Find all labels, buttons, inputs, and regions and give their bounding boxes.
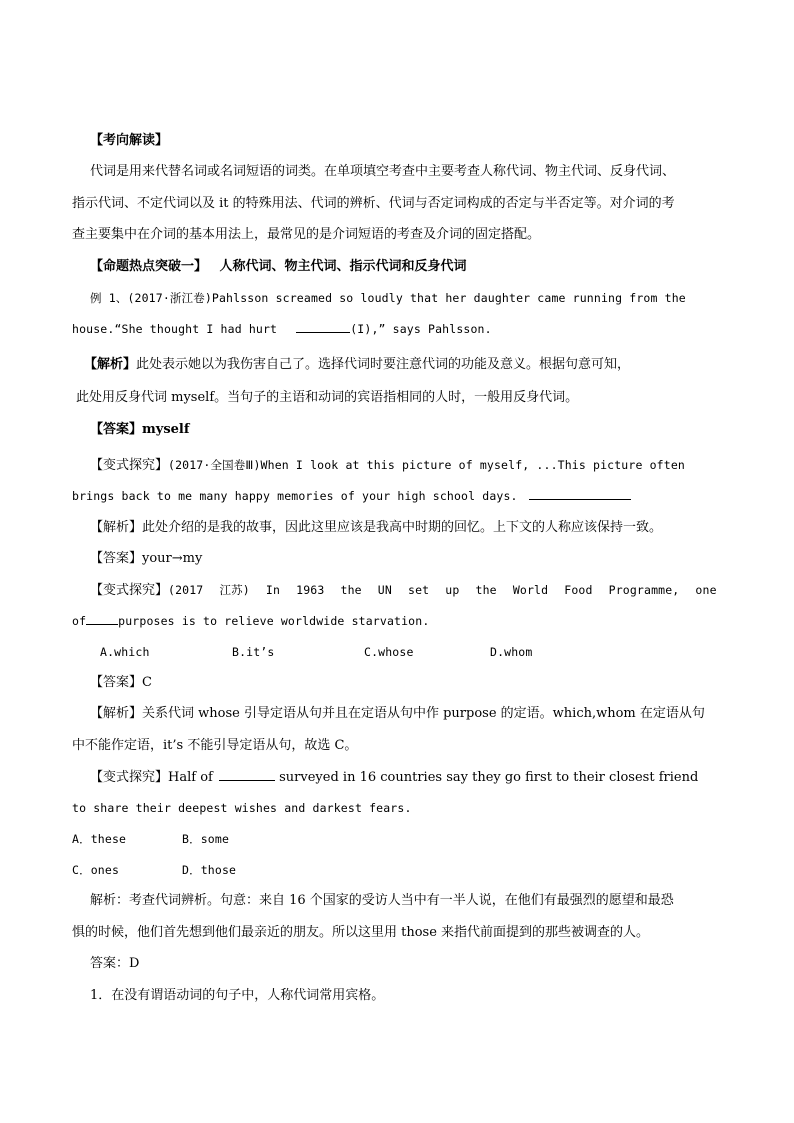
- hot-topic-heading: [90, 259, 467, 275]
- analysis-text: 此处表示她以为我伤害自己了。选择代词时要注意代词的功能及意义。根据句意可知，: [136, 357, 631, 372]
- variant3-analysis-line-1: 解析：考查代词辨析。句意：来自 16 个国家的受访人当中有一半人说，在他们有最强烈的愿望和最恐: [90, 893, 674, 908]
- option-d: D．those: [182, 863, 237, 877]
- option-b: B.it’s: [232, 645, 275, 659]
- answer-blank: [86, 613, 118, 625]
- variant2-options: [100, 644, 532, 660]
- variant3-analysis-line-2: 惧的时候，他们首先想到他们最亲近的朋友。所以这里用 those 来指代前面提到的那些被调查的人。: [72, 925, 650, 940]
- variant3-options-row-1: [72, 831, 229, 847]
- intro-line-2: 指示代词、不定代词以及 it 的特殊用法、代词的辨析、代词与否定词构成的否定与半否定等。对介词的考: [72, 196, 675, 211]
- section-title: 【考向解读】: [90, 133, 169, 148]
- analysis-label: 【解析】: [90, 520, 143, 535]
- hot-topic-label: 【命题热点突破一】: [90, 259, 208, 274]
- variant2-question: (2017 江苏) In 1963 the UN set up the World Food Programme, one: [168, 583, 717, 597]
- intro-line-3: 查主要集中在介词的基本用法上，最常见的是介词短语的考查及介词的固定搭配。: [72, 227, 541, 242]
- variant3-line-1: [90, 769, 698, 786]
- hot-topic-title: 人称代词、物主代词、指示代词和反身代词: [219, 259, 467, 274]
- option-c: C．ones: [72, 863, 120, 877]
- variant3-options-row-2: [72, 862, 236, 878]
- option-d: D.whom: [490, 645, 533, 659]
- variant2-text-a: of: [72, 614, 87, 628]
- option-a: A.which: [100, 645, 150, 659]
- answer-label: 【答案】: [90, 422, 143, 437]
- option-c: C.whose: [364, 645, 414, 659]
- variant1-question: (2017·全国卷Ⅲ)When I look at this picture of myself, ...This picture often: [168, 458, 685, 472]
- variant2-text-b: purposes is to relieve worldwide starvation.: [118, 614, 430, 628]
- variant2-analysis-line-2: 中不能作定语，it’s 不能引导定语从句，故选 C。: [72, 738, 358, 753]
- variant2-line-1: [90, 582, 717, 599]
- variant2-answer: [90, 675, 152, 691]
- answer-label: 【答案】: [90, 675, 143, 690]
- variant2-analysis-line-1: [90, 706, 705, 722]
- option-a: A．these: [72, 832, 127, 846]
- example1-analysis-line-1: [84, 357, 630, 373]
- example1-line-1: 例 1、(2017·浙江卷)Pahlsson screamed so loudly that her daughter came running from the: [90, 291, 686, 305]
- example1-answer: [90, 422, 189, 438]
- variant3-text-b: surveyed in 16 countries say they go first to their closest friend: [279, 770, 699, 785]
- variant3-answer: 答案：D: [90, 956, 140, 971]
- answer-blank: [529, 488, 631, 500]
- variant-label: 【变式探究】: [90, 583, 169, 598]
- option-b: B．some: [182, 832, 230, 846]
- answer-value: C: [142, 675, 152, 690]
- variant1-analysis: [90, 520, 662, 536]
- analysis-label: 【解析】: [90, 706, 143, 721]
- variant1-line-1: [90, 457, 685, 474]
- variant1-line-2: [72, 488, 631, 504]
- variant3-line-2: to share their deepest wishes and darkest fears.: [72, 801, 412, 815]
- variant1-question-cont: brings back to me many happy memories of your high school days.: [72, 489, 518, 503]
- analysis-label: 【解析】: [84, 357, 137, 372]
- variant2-line-2: [72, 613, 429, 629]
- intro-line-1: 代词是用来代替名词或名词短语的词类。在单项填空考查中主要考查人称代词、物主代词、反身代词、: [90, 164, 676, 179]
- answer-label: 【答案】: [90, 551, 143, 566]
- answer-value: your→my: [142, 551, 203, 566]
- example1-analysis-line-2: 此处用反身代词 myself。当句子的主语和动词的宾语指相同的人时，一般用反身代词。: [76, 390, 579, 405]
- variant3-text-a: Half of: [168, 770, 213, 785]
- analysis-text: 此处介绍的是我的故事，因此这里应该是我高中时期的回忆。上下文的人称应该保持一致。: [142, 520, 663, 535]
- answer-blank: [219, 769, 275, 781]
- analysis-text: 关系代词 whose 引导定语从句并且在定语从句中作 purpose 的定语。which,whom 在定语从句: [142, 706, 705, 721]
- answer-blank: [296, 321, 350, 333]
- variant1-answer: [90, 551, 202, 567]
- example1-line-2: [72, 321, 492, 337]
- example1-text-a: house.“She thought I had hurt: [72, 322, 278, 336]
- answer-value: myself: [142, 422, 190, 437]
- variant-label: 【变式探究】: [90, 458, 169, 473]
- rule-1: 1．在没有谓语动词的句子中，人称代词常用宾格。: [90, 988, 385, 1003]
- variant-label: 【变式探究】: [90, 770, 169, 785]
- example1-text-b: (I),” says Pahlsson.: [350, 322, 492, 336]
